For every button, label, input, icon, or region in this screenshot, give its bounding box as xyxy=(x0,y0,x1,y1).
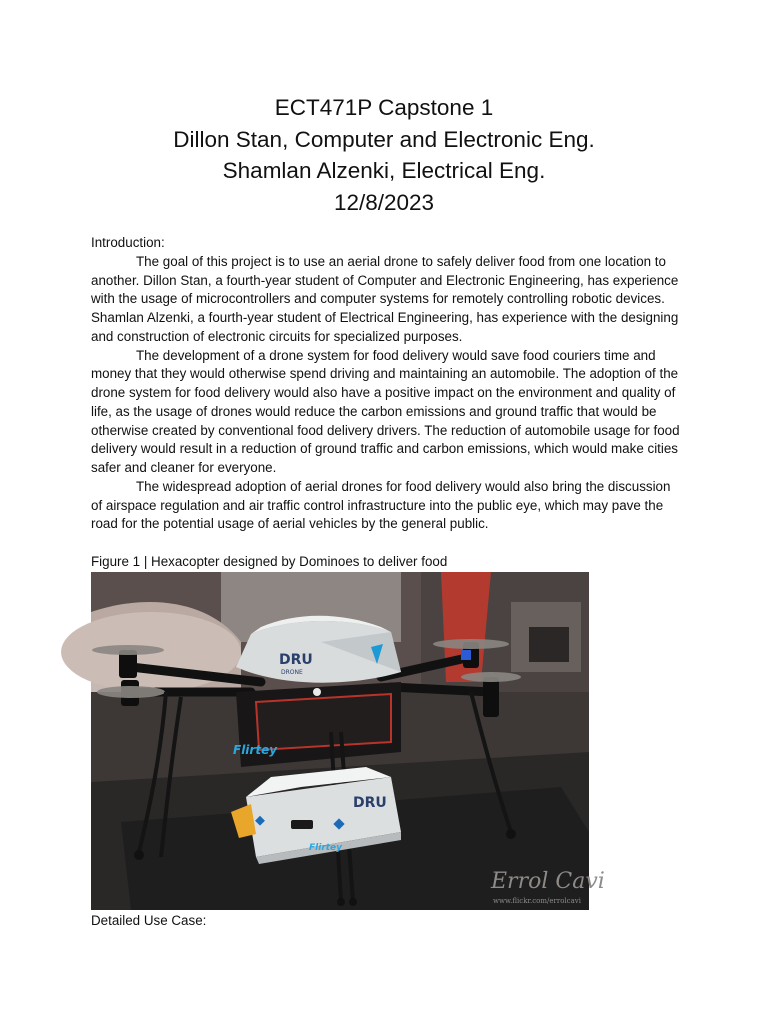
drone-photo-illustration xyxy=(91,572,605,910)
detailed-use-case-heading: Detailed Use Case: xyxy=(91,913,207,928)
introduction-section xyxy=(91,234,681,534)
author-line-1: Dillon Stan, Computer and Electronic Eng. xyxy=(173,126,595,152)
figure-1-caption: Figure 1 | Hexacopter designed by Dominoes to deliver food xyxy=(91,554,448,569)
document-date: 12/8/2023 xyxy=(333,189,435,215)
introduction-heading: Introduction: xyxy=(91,235,165,250)
intro-paragraph-3: The widespread adoption of aerial drones for food delivery would also bring the discussion of airspace regulation and air traffic control infrastructure into the public eye, which may pave the road for the potential usage of aerial vehicles by the general public. xyxy=(91,478,671,532)
drone-hood-sublabel: DRONE xyxy=(281,669,303,676)
title-block xyxy=(0,92,768,218)
box-brand-label: Flirtey xyxy=(309,843,343,853)
box-label: DRU xyxy=(353,795,387,811)
photo-watermark-url: www.flickr.com/errolcavi xyxy=(493,897,581,905)
intro-paragraph-2: The development of a drone system for food delivery would save food couriers time and money that they would otherwise spend driving and maintaining an automobile. The adoption of the drone system for food delivery would also have a positive impact on the environment and quality of life, as the usage of drones would reduce the carbon emissions and ground traffic that would be otherwise created by conventional food delivery drivers. The reduction of automobile usage for food delivery would result in a reduction of ground traffic and carbon emissions, which would make cities safer and cleaner for everyone. xyxy=(91,347,680,475)
author-line-2: Shamlan Alzenki, Electrical Eng. xyxy=(222,158,546,183)
photo-watermark: Errol Cavi xyxy=(491,869,605,894)
course-title: ECT471P Capstone 1 xyxy=(274,95,494,120)
intro-paragraph-1: The goal of this project is to use an aerial drone to safely deliver food from one location to another. Dillon Stan, a fourth-year student of Computer and Electronic Engineering, has experience with the usage of microcontrollers and computer systems for remotely controlling robotic devices. Shamlan Alzenki, a fourth-year student of Electrical Engineering, has experience with the designing and construction of electronic circuits for specialized purposes. xyxy=(91,253,679,344)
drone-photo xyxy=(91,572,605,910)
drone-hood-label: DRU xyxy=(279,652,313,668)
body-brand-label: Flirtey xyxy=(233,743,278,757)
